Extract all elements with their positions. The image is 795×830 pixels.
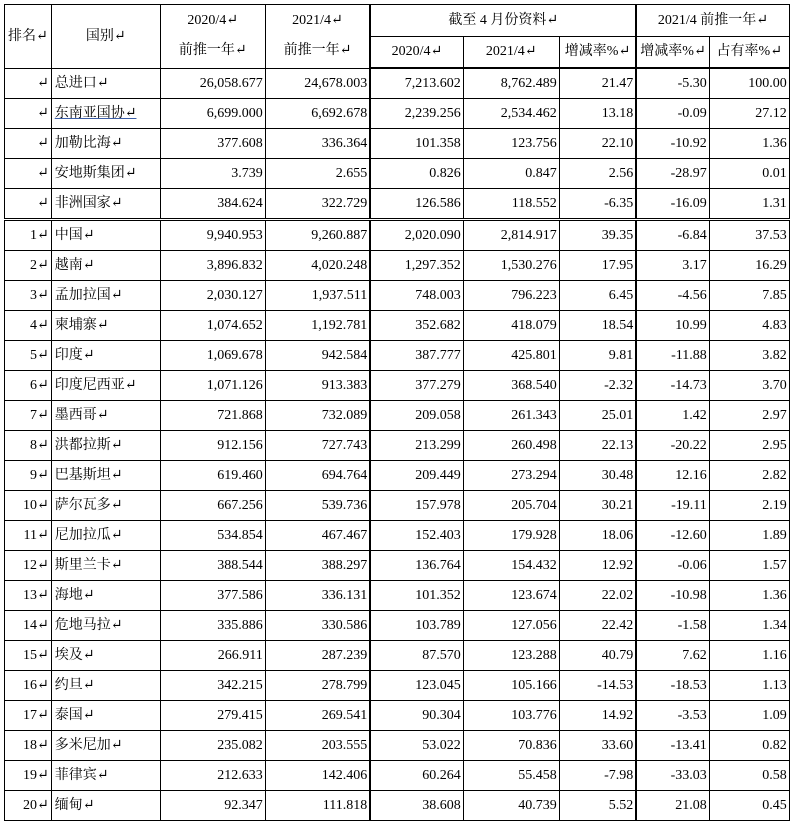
table-row: [5, 701, 790, 731]
value-share: 2.95: [709, 431, 789, 461]
value-2021-trailing: 1,937.511: [265, 281, 370, 311]
table-row: [5, 220, 790, 251]
value-2021-trailing: 24,678.003: [265, 68, 370, 99]
rank-cell: 1↵: [5, 220, 52, 251]
value-2021-trailing: 694.764: [265, 461, 370, 491]
value-april-2020: 157.978: [370, 491, 463, 521]
country-cell: 危地马拉↵: [51, 611, 160, 641]
value-share: 2.19: [709, 491, 789, 521]
header-2021-bottom: 前推一年↵: [283, 43, 352, 59]
header-row-top: [5, 5, 790, 37]
value-trailing-growth: -6.84: [636, 220, 709, 251]
country-cell: 越南↵: [51, 251, 160, 281]
value-share: 37.53: [709, 220, 789, 251]
header-group-trailing: 2021/4 前推一年↵: [636, 5, 789, 37]
header-2020-bottom: 前推一年↵: [178, 43, 247, 59]
rank-cell: 4↵: [5, 311, 52, 341]
value-april-growth: 21.47: [559, 68, 636, 99]
value-2020-trailing: 266.911: [160, 641, 265, 671]
value-trailing-growth: -14.73: [636, 371, 709, 401]
value-april-2021: 796.223: [463, 281, 559, 311]
value-april-2020: 60.264: [370, 761, 463, 791]
table-row: [5, 611, 790, 641]
summary-row: [5, 189, 790, 220]
value-2021-trailing: 142.406: [265, 761, 370, 791]
rank-cell: 10↵: [5, 491, 52, 521]
value-trailing-growth: -10.92: [636, 129, 709, 159]
country-cell: 埃及↵: [51, 641, 160, 671]
table-body: [5, 68, 790, 821]
value-share: 3.82: [709, 341, 789, 371]
value-april-growth: 18.54: [559, 311, 636, 341]
value-2021-trailing: 913.383: [265, 371, 370, 401]
country-cell: 加勒比海↵: [51, 129, 160, 159]
value-2020-trailing: 342.215: [160, 671, 265, 701]
rank-cell: 20↵: [5, 791, 52, 821]
value-share: 1.36: [709, 129, 789, 159]
value-trailing-growth: 10.99: [636, 311, 709, 341]
value-2020-trailing: 9,940.953: [160, 220, 265, 251]
rank-cell: 3↵: [5, 281, 52, 311]
value-april-2021: 105.166: [463, 671, 559, 701]
value-2020-trailing: 1,071.126: [160, 371, 265, 401]
value-2020-trailing: 377.586: [160, 581, 265, 611]
value-share: 0.82: [709, 731, 789, 761]
table-row: [5, 251, 790, 281]
rank-cell: 7↵: [5, 401, 52, 431]
country-cell: 洪都拉斯↵: [51, 431, 160, 461]
value-share: 3.70: [709, 371, 789, 401]
value-april-2021: 118.552: [463, 189, 559, 220]
value-april-growth: 12.92: [559, 551, 636, 581]
rank-cell: ↵: [5, 159, 52, 189]
value-2020-trailing: 1,069.678: [160, 341, 265, 371]
value-share: 100.00: [709, 68, 789, 99]
value-trailing-growth: -3.53: [636, 701, 709, 731]
value-april-2021: 70.836: [463, 731, 559, 761]
country-cell: 菲律宾↵: [51, 761, 160, 791]
rank-cell: 8↵: [5, 431, 52, 461]
value-2021-trailing: 942.584: [265, 341, 370, 371]
value-2020-trailing: 534.854: [160, 521, 265, 551]
value-april-2021: 1,530.276: [463, 251, 559, 281]
value-april-2020: 209.058: [370, 401, 463, 431]
rank-cell: 5↵: [5, 341, 52, 371]
value-2021-trailing: 336.131: [265, 581, 370, 611]
value-april-growth: -2.32: [559, 371, 636, 401]
value-april-growth: 33.60: [559, 731, 636, 761]
value-april-2020: 136.764: [370, 551, 463, 581]
value-april-2021: 273.294: [463, 461, 559, 491]
value-2020-trailing: 384.624: [160, 189, 265, 220]
country-cell: 孟加拉国↵: [51, 281, 160, 311]
value-april-2020: 209.449: [370, 461, 463, 491]
value-april-2020: 7,213.602: [370, 68, 463, 99]
value-april-2020: 101.358: [370, 129, 463, 159]
value-april-2020: 53.022: [370, 731, 463, 761]
value-april-2020: 152.403: [370, 521, 463, 551]
country-cell: 东南亚国协↵: [51, 99, 160, 129]
value-trailing-growth: -11.88: [636, 341, 709, 371]
header-2021-top: 2021/4↵: [292, 13, 343, 29]
value-2021-trailing: 539.736: [265, 491, 370, 521]
value-share: 2.97: [709, 401, 789, 431]
value-2021-trailing: 322.729: [265, 189, 370, 220]
value-2021-trailing: 330.586: [265, 611, 370, 641]
value-april-growth: 30.21: [559, 491, 636, 521]
country-cell: 非洲国家↵: [51, 189, 160, 220]
country-cell: 缅甸↵: [51, 791, 160, 821]
value-april-2020: 377.279: [370, 371, 463, 401]
value-april-2021: 179.928: [463, 521, 559, 551]
value-april-2021: 260.498: [463, 431, 559, 461]
value-2021-trailing: 6,692.678: [265, 99, 370, 129]
country-cell: 泰国↵: [51, 701, 160, 731]
summary-row: [5, 129, 790, 159]
value-2021-trailing: 467.467: [265, 521, 370, 551]
country-cell: 多米尼加↵: [51, 731, 160, 761]
country-cell: 尼加拉瓜↵: [51, 521, 160, 551]
value-april-growth: 30.48: [559, 461, 636, 491]
value-april-growth: 22.10: [559, 129, 636, 159]
country-cell: 安地斯集团↵: [51, 159, 160, 189]
rank-cell: 9↵: [5, 461, 52, 491]
value-2020-trailing: 235.082: [160, 731, 265, 761]
value-trailing-growth: -10.98: [636, 581, 709, 611]
value-april-growth: -7.98: [559, 761, 636, 791]
value-share: 1.09: [709, 701, 789, 731]
value-trailing-growth: -20.22: [636, 431, 709, 461]
value-april-growth: 22.42: [559, 611, 636, 641]
value-april-growth: 25.01: [559, 401, 636, 431]
value-april-2020: 0.826: [370, 159, 463, 189]
value-april-2021: 2,534.462: [463, 99, 559, 129]
table-row: [5, 431, 790, 461]
header-rank: 排名↵: [5, 5, 52, 69]
value-april-growth: 2.56: [559, 159, 636, 189]
value-april-2021: 8,762.489: [463, 68, 559, 99]
header-2020-top: 2020/4↵: [187, 13, 239, 29]
value-april-2020: 1,297.352: [370, 251, 463, 281]
value-april-2020: 101.352: [370, 581, 463, 611]
value-april-2021: 127.056: [463, 611, 559, 641]
value-trailing-growth: -4.56: [636, 281, 709, 311]
value-share: 1.34: [709, 611, 789, 641]
header-2020-trailing: [160, 5, 265, 69]
value-2020-trailing: 26,058.677: [160, 68, 265, 99]
value-april-2021: 2,814.917: [463, 220, 559, 251]
value-share: 27.12: [709, 99, 789, 129]
value-april-2020: 2,020.090: [370, 220, 463, 251]
value-2020-trailing: 388.544: [160, 551, 265, 581]
country-cell: 印度尼西亚↵: [51, 371, 160, 401]
value-april-growth: 22.13: [559, 431, 636, 461]
value-2020-trailing: 667.256: [160, 491, 265, 521]
value-share: 1.36: [709, 581, 789, 611]
rank-cell: 19↵: [5, 761, 52, 791]
value-april-2021: 103.776: [463, 701, 559, 731]
value-2021-trailing: 727.743: [265, 431, 370, 461]
value-trailing-growth: -16.09: [636, 189, 709, 220]
header-2021-trailing: [265, 5, 370, 69]
value-trailing-growth: 1.42: [636, 401, 709, 431]
value-april-growth: 9.81: [559, 341, 636, 371]
value-april-2020: 126.586: [370, 189, 463, 220]
value-2021-trailing: 269.541: [265, 701, 370, 731]
value-april-2021: 154.432: [463, 551, 559, 581]
rank-cell: 13↵: [5, 581, 52, 611]
value-2021-trailing: 203.555: [265, 731, 370, 761]
value-trailing-growth: -13.41: [636, 731, 709, 761]
table-row: [5, 281, 790, 311]
country-cell: 墨西哥↵: [51, 401, 160, 431]
value-2020-trailing: 1,074.652: [160, 311, 265, 341]
value-april-growth: 17.95: [559, 251, 636, 281]
table-row: [5, 401, 790, 431]
value-2020-trailing: 2,030.127: [160, 281, 265, 311]
value-april-2021: 425.801: [463, 341, 559, 371]
rank-cell: ↵: [5, 129, 52, 159]
header-sub-2020: 2020/4↵: [370, 37, 463, 69]
value-april-2021: 418.079: [463, 311, 559, 341]
country-cell: 约旦↵: [51, 671, 160, 701]
value-share: 7.85: [709, 281, 789, 311]
value-april-2020: 387.777: [370, 341, 463, 371]
value-2020-trailing: 6,699.000: [160, 99, 265, 129]
value-trailing-growth: -28.97: [636, 159, 709, 189]
table-row: [5, 311, 790, 341]
value-2020-trailing: 377.608: [160, 129, 265, 159]
value-trailing-growth: -12.60: [636, 521, 709, 551]
value-2021-trailing: 9,260.887: [265, 220, 370, 251]
value-2020-trailing: 92.347: [160, 791, 265, 821]
value-2020-trailing: 3.739: [160, 159, 265, 189]
header-sub-share: 占有率%↵: [709, 37, 789, 69]
value-april-2020: 2,239.256: [370, 99, 463, 129]
table-row: [5, 581, 790, 611]
value-trailing-growth: -0.09: [636, 99, 709, 129]
value-trailing-growth: -19.11: [636, 491, 709, 521]
rank-cell: ↵: [5, 189, 52, 220]
value-april-2021: 261.343: [463, 401, 559, 431]
value-share: 1.16: [709, 641, 789, 671]
value-april-2021: 0.847: [463, 159, 559, 189]
summary-row: [5, 159, 790, 189]
value-april-2020: 87.570: [370, 641, 463, 671]
value-2020-trailing: 3,896.832: [160, 251, 265, 281]
value-trailing-growth: -18.53: [636, 671, 709, 701]
table-row: [5, 341, 790, 371]
rank-cell: 11↵: [5, 521, 52, 551]
rank-cell: 15↵: [5, 641, 52, 671]
rank-cell: 6↵: [5, 371, 52, 401]
value-trailing-growth: -5.30: [636, 68, 709, 99]
value-april-2021: 123.756: [463, 129, 559, 159]
country-cell: 海地↵: [51, 581, 160, 611]
value-2021-trailing: 111.818: [265, 791, 370, 821]
value-april-growth: 39.35: [559, 220, 636, 251]
value-trailing-growth: 3.17: [636, 251, 709, 281]
value-2021-trailing: 4,020.248: [265, 251, 370, 281]
rank-cell: 12↵: [5, 551, 52, 581]
value-april-growth: -14.53: [559, 671, 636, 701]
value-april-growth: 13.18: [559, 99, 636, 129]
value-april-growth: 14.92: [559, 701, 636, 731]
value-april-2021: 40.739: [463, 791, 559, 821]
value-share: 1.13: [709, 671, 789, 701]
country-cell: 斯里兰卡↵: [51, 551, 160, 581]
value-april-growth: 40.79: [559, 641, 636, 671]
table-row: [5, 371, 790, 401]
rank-cell: 14↵: [5, 611, 52, 641]
value-april-2021: 55.458: [463, 761, 559, 791]
value-trailing-growth: 21.08: [636, 791, 709, 821]
table-row: [5, 671, 790, 701]
value-2020-trailing: 212.633: [160, 761, 265, 791]
table-row: [5, 641, 790, 671]
value-2021-trailing: 388.297: [265, 551, 370, 581]
summary-row: [5, 68, 790, 99]
header-country: 国别↵: [51, 5, 160, 69]
value-april-2020: 123.045: [370, 671, 463, 701]
value-share: 2.82: [709, 461, 789, 491]
value-april-growth: 6.45: [559, 281, 636, 311]
rank-cell: 16↵: [5, 671, 52, 701]
value-april-2021: 123.288: [463, 641, 559, 671]
value-trailing-growth: -33.03: [636, 761, 709, 791]
import-statistics-table: [4, 4, 790, 821]
table-row: [5, 551, 790, 581]
value-2020-trailing: 335.886: [160, 611, 265, 641]
table-row: [5, 491, 790, 521]
value-share: 4.83: [709, 311, 789, 341]
value-2021-trailing: 1,192.781: [265, 311, 370, 341]
value-april-2020: 213.299: [370, 431, 463, 461]
country-cell: 萨尔瓦多↵: [51, 491, 160, 521]
value-2021-trailing: 278.799: [265, 671, 370, 701]
value-share: 0.58: [709, 761, 789, 791]
country-cell: 中国↵: [51, 220, 160, 251]
value-share: 16.29: [709, 251, 789, 281]
value-2021-trailing: 287.239: [265, 641, 370, 671]
table-row: [5, 521, 790, 551]
table-row: [5, 461, 790, 491]
value-april-2021: 368.540: [463, 371, 559, 401]
table-row: [5, 761, 790, 791]
value-april-2020: 352.682: [370, 311, 463, 341]
value-april-growth: 18.06: [559, 521, 636, 551]
value-april-growth: 22.02: [559, 581, 636, 611]
header-sub-growth: 增减率%↵: [559, 37, 636, 69]
value-2021-trailing: 2.655: [265, 159, 370, 189]
value-april-growth: -6.35: [559, 189, 636, 220]
value-2020-trailing: 279.415: [160, 701, 265, 731]
value-april-2020: 38.608: [370, 791, 463, 821]
value-2020-trailing: 912.156: [160, 431, 265, 461]
country-cell: 巴基斯坦↵: [51, 461, 160, 491]
value-april-growth: 5.52: [559, 791, 636, 821]
rank-cell: ↵: [5, 99, 52, 129]
value-2021-trailing: 336.364: [265, 129, 370, 159]
value-trailing-growth: -1.58: [636, 611, 709, 641]
header-sub-2021: 2021/4↵: [463, 37, 559, 69]
rank-cell: ↵: [5, 68, 52, 99]
summary-row: [5, 99, 790, 129]
rank-cell: 18↵: [5, 731, 52, 761]
value-april-2020: 90.304: [370, 701, 463, 731]
value-share: 1.31: [709, 189, 789, 220]
value-share: 1.89: [709, 521, 789, 551]
value-april-2020: 103.789: [370, 611, 463, 641]
value-share: 1.57: [709, 551, 789, 581]
value-2020-trailing: 619.460: [160, 461, 265, 491]
header-sub-trailing-growth: 增减率%↵: [636, 37, 709, 69]
value-april-2020: 748.003: [370, 281, 463, 311]
value-2020-trailing: 721.868: [160, 401, 265, 431]
rank-cell: 2↵: [5, 251, 52, 281]
table-row: [5, 791, 790, 821]
country-cell: 柬埔寨↵: [51, 311, 160, 341]
country-cell: 总进口↵: [51, 68, 160, 99]
value-2021-trailing: 732.089: [265, 401, 370, 431]
value-trailing-growth: -0.06: [636, 551, 709, 581]
table-row: [5, 731, 790, 761]
header-group-april: 截至 4 月份资料↵: [370, 5, 636, 37]
country-cell: 印度↵: [51, 341, 160, 371]
value-april-2021: 205.704: [463, 491, 559, 521]
value-april-2021: 123.674: [463, 581, 559, 611]
value-trailing-growth: 7.62: [636, 641, 709, 671]
value-share: 0.01: [709, 159, 789, 189]
value-share: 0.45: [709, 791, 789, 821]
rank-cell: 17↵: [5, 701, 52, 731]
value-trailing-growth: 12.16: [636, 461, 709, 491]
